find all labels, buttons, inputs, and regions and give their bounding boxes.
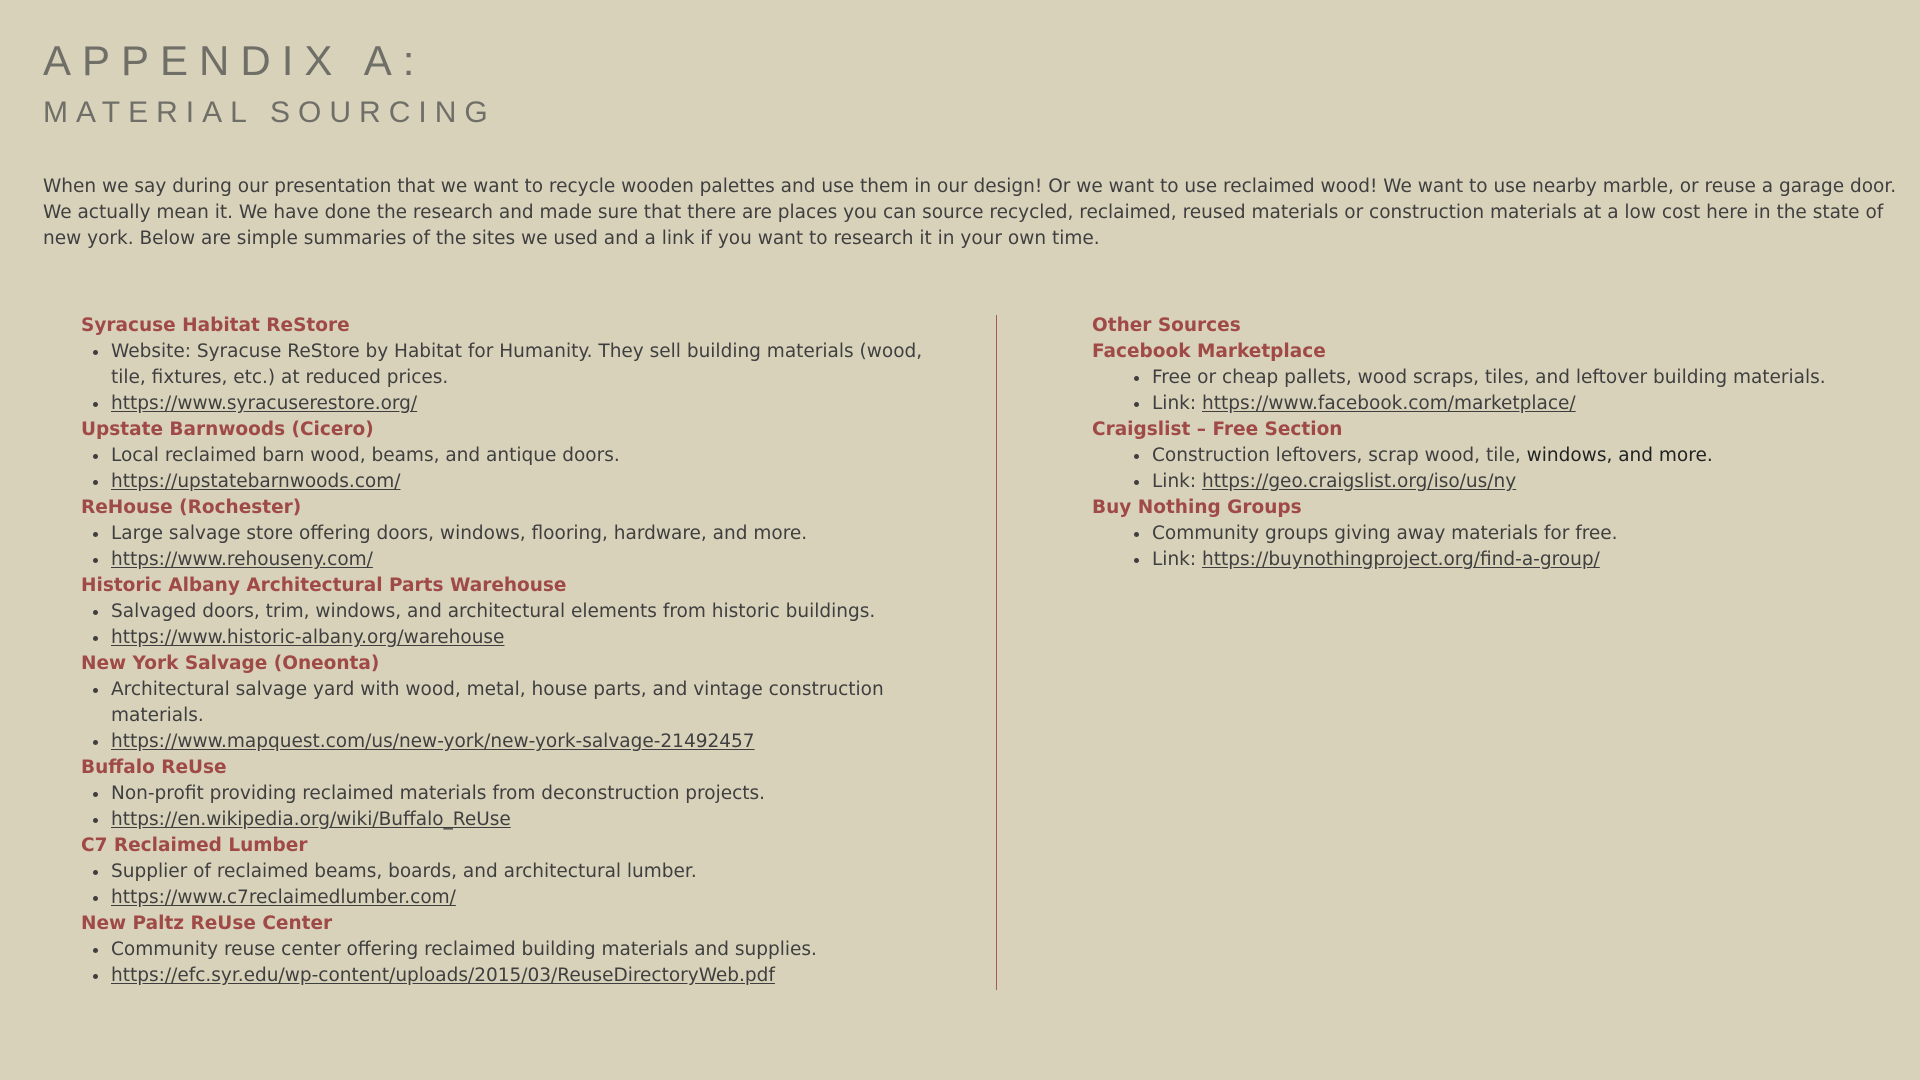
source-bullets [81,937,931,989]
source-block [81,313,931,417]
intro-paragraph: When we say during our presentation that we want to recycle wooden palettes and use them in our design! Or we want to use reclaimed wood! We want to use nearby marble, or reuse a garage door. We actually mean it. We have done the research and made sure that there are places you can source recycled, reclaimed, reused materials or construction materials at a low cost here in the state of new york. Below are simple summaries of the sites we used and a link if you want to research it in your own time. [43,176,1897,249]
source-title: C7 Reclaimed Lumber [81,835,308,856]
source-bullets [81,781,931,833]
source-description: Local reclaimed barn wood, beams, and antique doors. [81,443,931,469]
source-bullets [81,443,931,495]
source-link[interactable]: https://buynothingproject.org/find-a-group/ [1202,549,1600,570]
other-sources-heading: Other Sources [1092,315,1241,336]
source-link-item [81,547,931,573]
source-bullets [81,521,931,573]
link-prefix: Link: [1152,393,1202,414]
other-sources-column [1092,313,1892,573]
source-bullets [1092,365,1892,417]
source-link-item [81,469,931,495]
source-description [1092,443,1892,469]
source-link[interactable]: https://geo.craigslist.org/iso/us/ny [1202,471,1517,492]
source-block [81,911,931,989]
source-title: Upstate Barnwoods (Cicero) [81,419,374,440]
source-title: Historic Albany Architectural Parts Warehouse [81,575,567,596]
source-link-item [81,391,931,417]
source-link[interactable]: https://www.c7reclaimedlumber.com/ [111,887,456,908]
source-title: Buy Nothing Groups [1092,497,1302,518]
source-description: Website: Syracuse ReStore by Habitat for Humanity. They sell building materials (wood, tile, fixtures, etc.) at reduced prices. [81,339,931,391]
source-title: Syracuse Habitat ReStore [81,315,350,336]
source-description: Supplier of reclaimed beams, boards, and architectural lumber. [81,859,931,885]
link-prefix: Link: [1152,549,1202,570]
source-title: Buffalo ReUse [81,757,227,778]
source-title: ReHouse (Rochester) [81,497,302,518]
source-block [81,755,931,833]
source-link[interactable]: https://efc.syr.edu/wp-content/uploads/2015/03/ReuseDirectoryWeb.pdf [111,965,775,986]
source-description: Architectural salvage yard with wood, metal, house parts, and vintage construction materials. [81,677,931,729]
source-link-item [81,885,931,911]
source-title: Facebook Marketplace [1092,341,1326,362]
source-link-item [1092,469,1892,495]
source-description-part: windows, and more. [1526,445,1713,466]
source-link[interactable]: https://upstatebarnwoods.com/ [111,471,401,492]
column-divider [996,315,997,990]
source-title: New York Salvage (Oneonta) [81,653,380,674]
source-description: Salvaged doors, trim, windows, and architectural elements from historic buildings. [81,599,931,625]
source-link-item [81,963,931,989]
source-description: Non-profit providing reclaimed materials from deconstruction projects. [81,781,931,807]
source-link[interactable]: https://www.syracuserestore.org/ [111,393,418,414]
source-block [1092,339,1892,417]
page-title: APPENDIX A: [43,37,426,84]
source-title: Craigslist – Free Section [1092,419,1343,440]
source-link[interactable]: https://en.wikipedia.org/wiki/Buffalo_ReUse [111,809,511,830]
source-link[interactable]: https://www.rehouseny.com/ [111,549,373,570]
source-block [1092,495,1892,573]
source-bullets [81,599,931,651]
source-link[interactable]: https://www.facebook.com/marketplace/ [1202,393,1576,414]
source-description: Large salvage store offering doors, windows, flooring, hardware, and more. [81,521,931,547]
source-block [81,573,931,651]
source-block [81,495,931,573]
source-link-item [81,807,931,833]
source-block [81,833,931,911]
source-bullets [81,677,931,755]
source-description: Free or cheap pallets, wood scraps, tiles, and leftover building materials. [1092,365,1892,391]
source-link[interactable]: https://www.mapquest.com/us/new-york/new-york-salvage-21492457 [111,731,755,752]
source-block [81,417,931,495]
source-block [81,651,931,755]
source-link-item [81,729,931,755]
source-block [1092,417,1892,495]
source-link-item [81,625,931,651]
source-link-item [1092,547,1892,573]
source-description: Community reuse center offering reclaimed building materials and supplies. [81,937,931,963]
source-description-part: Construction leftovers, scrap wood, tile, [1152,445,1527,466]
source-link-item [1092,391,1892,417]
link-prefix: Link: [1152,471,1202,492]
source-title: New Paltz ReUse Center [81,913,333,934]
page-subtitle: MATERIAL SOURCING [43,96,496,129]
source-bullets [81,339,931,417]
source-description: Community groups giving away materials for free. [1092,521,1892,547]
source-bullets [81,859,931,911]
source-bullets [1092,521,1892,573]
left-sources-column [81,313,931,989]
source-bullets [1092,443,1892,495]
source-link[interactable]: https://www.historic-albany.org/warehouse [111,627,505,648]
